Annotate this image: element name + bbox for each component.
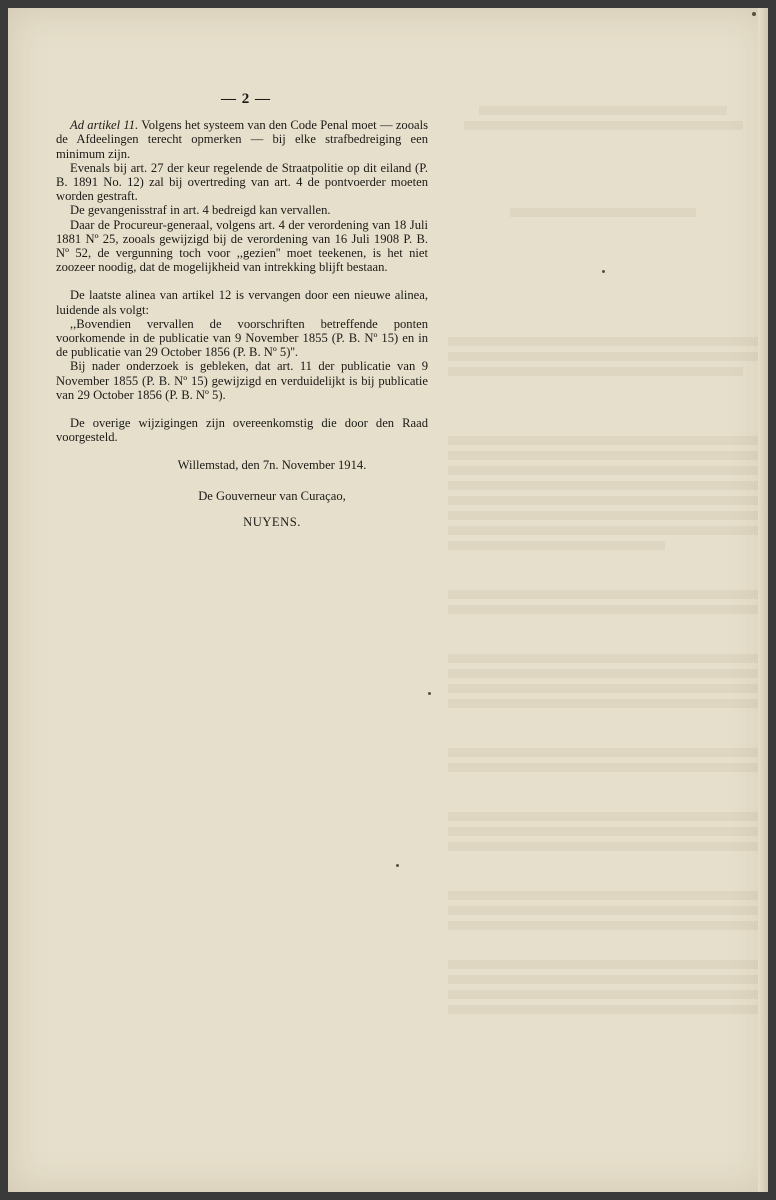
- bleed-line: [448, 1005, 758, 1014]
- bleed-line: [448, 496, 758, 505]
- bleed-line: [448, 812, 758, 821]
- bleed-line: [448, 763, 758, 772]
- bleed-line: [448, 975, 758, 984]
- speck: [752, 12, 756, 16]
- bleed-block: [448, 68, 758, 100]
- bleed-line: [448, 891, 758, 900]
- bleed-line: [448, 352, 758, 361]
- bleed-line: [448, 921, 758, 930]
- page-edge: [758, 8, 768, 1192]
- speck: [396, 864, 399, 867]
- page-number: — 2 —: [221, 91, 271, 107]
- signature-office: De Gouverneur van Curaçao,: [198, 488, 346, 503]
- bleed-line: [448, 654, 758, 663]
- paragraph: De laatste alinea van artikel 12 is vervangen door een nieuwe alinea, luidende als volgt:: [56, 288, 428, 317]
- bleed-line: [448, 526, 758, 535]
- bleed-line: [448, 748, 758, 757]
- speck: [428, 692, 431, 695]
- bleed-line: [464, 121, 743, 130]
- bleed-line: [448, 367, 743, 376]
- bleed-line: [448, 842, 758, 851]
- bleed-line: [448, 684, 758, 693]
- speck: [602, 270, 605, 273]
- bleed-line: [448, 590, 758, 599]
- bleed-line: [479, 106, 727, 115]
- bleed-line: [510, 208, 696, 217]
- paragraph: Bij nader onderzoek is gebleken, dat art. 11 der publicatie van 9 November 1855 (P. B. Nº 15) gewijzigd en verduidelijkt is bij publicatie van 29 October 1856 (P. B. Nº 5).: [56, 359, 428, 402]
- paragraph: De gevangenisstraf in art. 4 bedreigd kan vervallen.: [70, 203, 331, 218]
- bleed-line: [448, 511, 758, 520]
- signature-place-date: Willemstad, den 7n. November 1914.: [177, 458, 367, 473]
- bleed-line: [448, 960, 758, 969]
- paragraph-text: Volgens het systeem van den Code Penal moet — zooals de Afdeelingen terecht opmerken — bij elke strafbedreiging een minimum zijn.: [56, 118, 428, 161]
- paragraph-lead: Ad artikel 11.: [70, 118, 139, 133]
- quoted-paragraph: ,,Bovendien vervallen de voorschriften betreffende ponten voorkomende in de publicatie van 9 November 1855 (P. B. Nº 15) en in de publicatie van 29 October 1856 (P. B. Nº 5)''.: [56, 316, 428, 360]
- paragraph-ad-artikel-11: [56, 118, 428, 161]
- bleed-line: [448, 436, 758, 445]
- bleed-through-texture: [448, 68, 758, 1128]
- document-text: [56, 92, 428, 529]
- bleed-line: [448, 481, 758, 490]
- bleed-line: [448, 466, 758, 475]
- bleed-line: [448, 541, 665, 550]
- paragraph: De overige wijzigingen zijn overeenkomstig die door den Raad voorgesteld.: [56, 416, 428, 445]
- document-page: [8, 8, 768, 1192]
- bleed-line: [448, 827, 758, 836]
- bleed-line: [448, 605, 758, 614]
- bleed-line: [448, 451, 758, 460]
- bleed-line: [448, 669, 758, 678]
- bleed-line: [448, 699, 758, 708]
- bleed-line: [448, 990, 758, 999]
- paragraph: Daar de Procureur-generaal, volgens art. 4 der verordening van 18 Juli 1881 Nº 25, zooals gewijzigd bij de verordening van 16 Juli 1908 P. B. Nº 52, de vergunning toch voor ,,gezien'' moet teekenen, is het niet zoozeer noodig, dat de mogelijkheid van intrekking blijft bestaan.: [56, 217, 428, 275]
- bleed-line: [448, 906, 758, 915]
- bleed-line: [448, 337, 758, 346]
- paragraph: Evenals bij art. 27 der keur regelende de Straatpolitie op dit eiland (P. B. 1891 No. 12) zal bij overtreding van art. 4 de pontvoerder moeten worden gestraft.: [56, 160, 428, 204]
- bleed-block: [448, 170, 758, 202]
- signature-name: NUYENS.: [243, 514, 301, 529]
